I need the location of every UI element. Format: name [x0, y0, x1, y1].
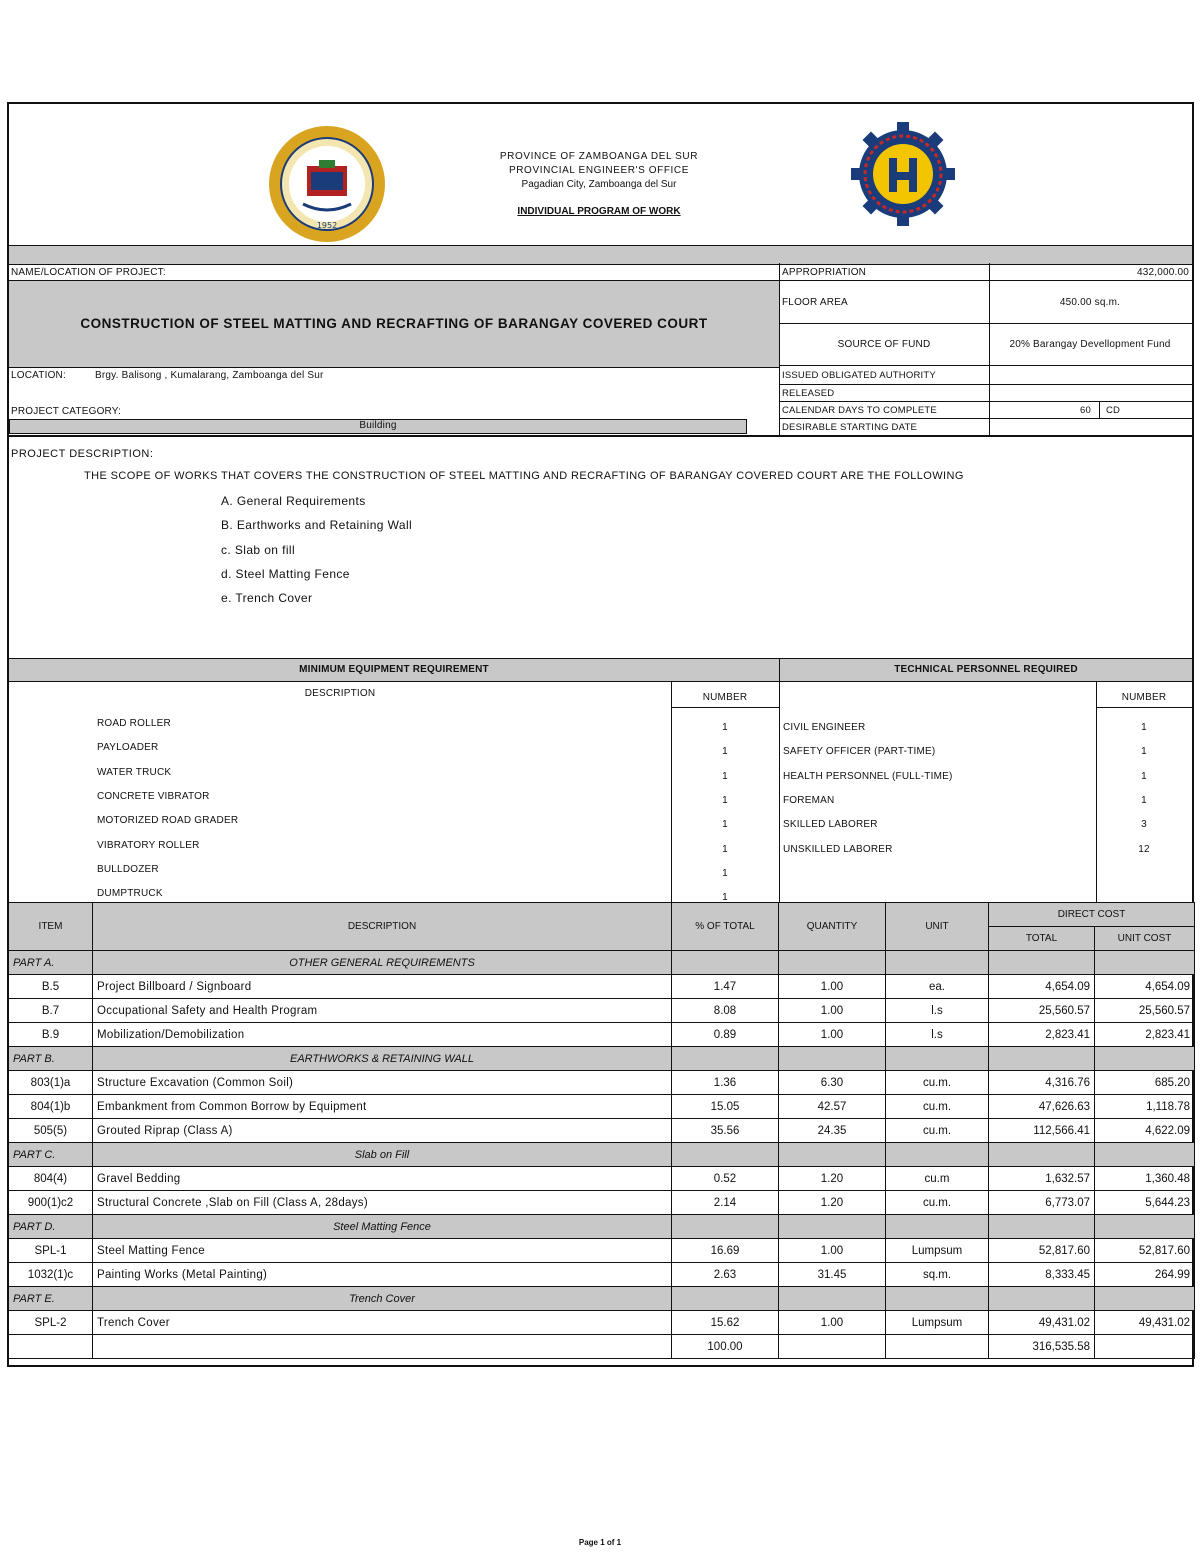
project-name-band: [9, 280, 779, 367]
col-quantity-header: QUANTITY: [779, 903, 886, 951]
col-direct-cost-header: DIRECT COST: [989, 903, 1195, 927]
cell-unit: sq.m.: [886, 1263, 989, 1287]
cell-total: [989, 1047, 1095, 1071]
cell-qty: 1.00: [779, 975, 886, 999]
cell-percent: 15.62: [672, 1311, 779, 1335]
personnel-item-name: CIVIL ENGINEER: [783, 722, 866, 733]
equipment-item-number: 1: [722, 867, 728, 879]
personnel-item-name: HEALTH PERSONNEL (FULL-TIME): [783, 770, 953, 782]
program-of-work-sheet: [7, 102, 1194, 1367]
cell-unit-cost: 685.20: [1095, 1071, 1195, 1095]
seal-year: 1952: [316, 221, 338, 230]
appropriation-label: APPROPRIATION: [782, 267, 867, 278]
personnel-item-name: SKILLED LABORER: [783, 819, 878, 831]
cell-unit-cost: 52,817.60: [1095, 1239, 1195, 1263]
col-unit-header: UNIT: [886, 903, 989, 951]
cell-unit-cost: 1,360.48: [1095, 1167, 1195, 1191]
cell-unit: Lumpsum: [886, 1239, 989, 1263]
cell-unit: Lumpsum: [886, 1311, 989, 1335]
cell-percent: 16.69: [672, 1239, 779, 1263]
name-location-label: NAME/LOCATION OF PROJECT:: [11, 267, 166, 278]
cell-description: OTHER GENERAL REQUIREMENTS: [93, 951, 672, 975]
cell-percent: [672, 951, 779, 975]
equipment-item-number: 1: [722, 892, 728, 904]
personnel-item-number: 3: [1141, 819, 1147, 831]
calendar-days-value: 60: [1080, 405, 1091, 416]
cell-percent: 8.08: [672, 999, 779, 1023]
part-header-row: [9, 1047, 1195, 1071]
cell-unit-cost: 1,118.78: [1095, 1095, 1195, 1119]
personnel-item-name: UNSKILLED LABORER: [783, 843, 893, 855]
col-percent-header: % OF TOTAL: [672, 903, 779, 951]
table-row: [9, 1023, 1195, 1047]
cell-qty: 1.00: [779, 1311, 886, 1335]
cell-unit: cu.m.: [886, 1191, 989, 1215]
engineering-seal: [851, 122, 955, 226]
cell-description: EARTHWORKS & RETAINING WALL: [93, 1047, 672, 1071]
cell-description: Mobilization/Demobilization: [93, 1023, 672, 1047]
cell-description: Structure Excavation (Common Soil): [93, 1071, 672, 1095]
cell-unit: [886, 1215, 989, 1239]
cell-unit: [886, 1143, 989, 1167]
cell-description: Steel Matting Fence: [93, 1239, 672, 1263]
cell-description: Trench Cover: [93, 1311, 672, 1335]
cell-description: Embankment from Common Borrow by Equipment: [93, 1095, 672, 1119]
cell-unit-cost: 2,823.41: [1095, 1023, 1195, 1047]
cell-percent: 1.47: [672, 975, 779, 999]
table-row: [9, 975, 1195, 999]
floor-area-label: FLOOR AREA: [782, 297, 848, 308]
cell-description: Structural Concrete ,Slab on Fill (Class A, 28days): [93, 1191, 672, 1215]
cell-percent: [672, 1287, 779, 1311]
cell-total: 25,560.57: [989, 999, 1095, 1023]
cell-unit: [886, 1287, 989, 1311]
cell-percent: 1.36: [672, 1071, 779, 1095]
cell-unit-cost: 4,654.09: [1095, 975, 1195, 999]
cell-unit: cu.m.: [886, 1095, 989, 1119]
cell-item: PART E.: [9, 1287, 93, 1311]
col-item-header: ITEM: [9, 903, 93, 951]
cell-total: 47,626.63: [989, 1095, 1095, 1119]
starting-date-label: DESIRABLE STARTING DATE: [782, 422, 917, 433]
cell-description: Slab on Fill: [93, 1143, 672, 1167]
cell-total: 4,316.76: [989, 1071, 1095, 1095]
cell-total: 49,431.02: [989, 1311, 1095, 1335]
cell-item: 803(1)a: [9, 1071, 93, 1095]
scope-item: d. Steel Matting Fence: [221, 567, 350, 581]
personnel-item-number: 1: [1141, 746, 1147, 758]
cell-unit: cu.m.: [886, 1071, 989, 1095]
cell-qty: 42.57: [779, 1095, 886, 1119]
cell-item: 900(1)c2: [9, 1191, 93, 1215]
letterhead: [429, 116, 769, 217]
cell-item: B.9: [9, 1023, 93, 1047]
category-value: Building: [359, 420, 397, 431]
equipment-item-number: 1: [722, 843, 728, 855]
equipment-title-cell: [9, 659, 779, 681]
cell-total: [989, 951, 1095, 975]
document-title: INDIVIDUAL PROGRAM OF WORK: [517, 206, 681, 217]
cell-total: [989, 1143, 1095, 1167]
cell-total: 112,566.41: [989, 1119, 1095, 1143]
cell-description: Grouted Riprap (Class A): [93, 1119, 672, 1143]
equipment-item-number: 1: [722, 722, 728, 733]
cell-percent: 100.00: [672, 1335, 779, 1359]
scope-item: e. Trench Cover: [221, 591, 313, 605]
equipment-item-name: MOTORIZED ROAD GRADER: [97, 815, 239, 827]
table-row: [9, 1311, 1195, 1335]
description-label: PROJECT DESCRIPTION:: [11, 448, 154, 460]
cell-total: 1,632.57: [989, 1167, 1095, 1191]
equipment-item-number: 1: [722, 794, 728, 806]
cell-percent: [672, 1047, 779, 1071]
personnel-item-number: 1: [1141, 794, 1147, 806]
cell-unit: [886, 1047, 989, 1071]
cell-item: 804(1)b: [9, 1095, 93, 1119]
cell-qty: 24.35: [779, 1119, 886, 1143]
personnel-item-number: 1: [1141, 722, 1147, 733]
source-of-fund-label: SOURCE OF FUND: [837, 339, 931, 350]
cell-qty: 1.20: [779, 1167, 886, 1191]
category-label: PROJECT CATEGORY:: [11, 406, 122, 417]
cell-percent: 2.63: [672, 1263, 779, 1287]
table-row: [9, 1071, 1195, 1095]
cell-item: PART A.: [9, 951, 93, 975]
table-row: [9, 1191, 1195, 1215]
cell-total: 52,817.60: [989, 1239, 1095, 1263]
personnel-item-name: SAFETY OFFICER (PART-TIME): [783, 746, 936, 758]
cell-description: Trench Cover: [93, 1287, 672, 1311]
equipment-item-number: 1: [722, 746, 728, 758]
cost-table-body: [9, 951, 1195, 1359]
cell-unit: ea.: [886, 975, 989, 999]
scope-text: THE SCOPE OF WORKS THAT COVERS THE CONSTRUCTION OF STEEL MATTING AND RECRAFTING OF BARANGAY COVERED COURT ARE THE FOLLOWING: [84, 470, 964, 482]
equipment-desc-header: DESCRIPTION: [304, 688, 376, 699]
location-label: LOCATION:: [11, 370, 66, 381]
cell-item: 505(5): [9, 1119, 93, 1143]
cell-unit-cost: 5,644.23: [1095, 1191, 1195, 1215]
personnel-title: TECHNICAL PERSONNEL REQUIRED: [894, 664, 1078, 675]
cell-description: Steel Matting Fence: [93, 1215, 672, 1239]
cell-unit-cost: 25,560.57: [1095, 999, 1195, 1023]
floor-area-value: 450.00 sq.m.: [1059, 297, 1121, 308]
cell-item: 804(4): [9, 1167, 93, 1191]
cell-unit-cost: [1095, 1287, 1195, 1311]
cell-unit: l.s: [886, 1023, 989, 1047]
personnel-item-number: 1: [1141, 770, 1147, 782]
cell-description: [93, 1335, 672, 1359]
cost-table: [8, 902, 1195, 1359]
cell-qty: 1.20: [779, 1191, 886, 1215]
cell-unit: [886, 1335, 989, 1359]
table-row: [9, 1095, 1195, 1119]
cell-item: PART D.: [9, 1215, 93, 1239]
scope-item: B. Earthworks and Retaining Wall: [221, 518, 413, 532]
cell-description: Painting Works (Metal Painting): [93, 1263, 672, 1287]
header-separator-band: [9, 245, 1192, 265]
cell-unit: cu.m: [886, 1167, 989, 1191]
equipment-item-number: 1: [722, 819, 728, 831]
personnel-title-cell: [780, 659, 1192, 681]
part-header-row: [9, 1287, 1195, 1311]
table-row: [9, 1167, 1195, 1191]
cell-qty: [779, 1287, 886, 1311]
equipment-item-name: WATER TRUCK: [97, 766, 172, 778]
cell-total: [989, 1287, 1095, 1311]
cell-item: [9, 1335, 93, 1359]
issued-authority-label: ISSUED OBLIGATED AUTHORITY: [782, 370, 936, 381]
cell-total: 4,654.09: [989, 975, 1095, 999]
scope-item: A. General Requirements: [221, 494, 366, 508]
equipment-item-name: VIBRATORY ROLLER: [97, 839, 200, 851]
equipment-item-name: PAYLOADER: [97, 742, 159, 754]
col-description-header: DESCRIPTION: [93, 903, 672, 951]
cell-item: B.5: [9, 975, 93, 999]
cell-percent: [672, 1143, 779, 1167]
cell-qty: [779, 1143, 886, 1167]
released-label: RELEASED: [782, 388, 835, 399]
cell-unit-cost: 264.99: [1095, 1263, 1195, 1287]
calendar-days-unit: CD: [1106, 405, 1121, 416]
cell-unit: l.s: [886, 999, 989, 1023]
cell-unit: cu.m.: [886, 1119, 989, 1143]
source-of-fund-value: 20% Barangay Devellopment Fund: [1009, 339, 1171, 350]
cell-qty: [779, 1047, 886, 1071]
equipment-num-header: NUMBER: [702, 692, 748, 703]
equipment-item-name: ROAD ROLLER: [97, 718, 171, 729]
table-row: [9, 1263, 1195, 1287]
cell-item: B.7: [9, 999, 93, 1023]
cell-qty: [779, 951, 886, 975]
cell-unit-cost: 4,622.09: [1095, 1119, 1195, 1143]
cell-unit: [886, 951, 989, 975]
cell-unit-cost: [1095, 1143, 1195, 1167]
cell-item: 1032(1)c: [9, 1263, 93, 1287]
cell-percent: 0.89: [672, 1023, 779, 1047]
cell-qty: 1.00: [779, 999, 886, 1023]
scope-item: c. Slab on fill: [221, 543, 296, 557]
engineering-office-gear-icon: [851, 122, 955, 226]
cell-percent: 15.05: [672, 1095, 779, 1119]
cell-unit-cost: 49,431.02: [1095, 1311, 1195, 1335]
cell-qty: 6.30: [779, 1071, 886, 1095]
cell-item: PART C.: [9, 1143, 93, 1167]
cell-qty: [779, 1215, 886, 1239]
part-header-row: [9, 951, 1195, 975]
cell-description: Occupational Safety and Health Program: [93, 999, 672, 1023]
cell-percent: [672, 1215, 779, 1239]
appropriation-value: 432,000.00: [1136, 267, 1189, 278]
cell-total: 316,535.58: [989, 1335, 1095, 1359]
total-row: [9, 1335, 1195, 1359]
cell-percent: 2.14: [672, 1191, 779, 1215]
cell-total: 8,333.45: [989, 1263, 1095, 1287]
part-header-row: [9, 1215, 1195, 1239]
cell-qty: 1.00: [779, 1023, 886, 1047]
table-row: [9, 1119, 1195, 1143]
col-total-header: TOTAL: [989, 927, 1095, 951]
cell-unit-cost: [1095, 951, 1195, 975]
cell-unit-cost: [1095, 1047, 1195, 1071]
office-city: Pagadian City, Zamboanga del Sur: [521, 179, 677, 190]
location-value: Brgy. Balisong , Kumalarang, Zamboanga del Sur: [95, 370, 324, 381]
part-header-row: [9, 1143, 1195, 1167]
equipment-title: MINIMUM EQUIPMENT REQUIREMENT: [299, 664, 489, 675]
cell-total: 2,823.41: [989, 1023, 1095, 1047]
category-value-cell: [9, 419, 747, 434]
equipment-item-name: CONCRETE VIBRATOR: [97, 790, 210, 802]
cell-qty: 1.00: [779, 1239, 886, 1263]
cell-percent: 35.56: [672, 1119, 779, 1143]
province-seal: [267, 124, 387, 244]
province-name: PROVINCE OF ZAMBOANGA DEL SUR: [499, 151, 699, 162]
personnel-item-number: 12: [1138, 843, 1150, 855]
cell-description: Gravel Bedding: [93, 1167, 672, 1191]
cell-unit-cost: [1095, 1335, 1195, 1359]
table-row: [9, 1239, 1195, 1263]
cell-qty: [779, 1335, 886, 1359]
equipment-item-number: 1: [722, 770, 728, 782]
table-row: [9, 999, 1195, 1023]
page-footer: Page 1 of 1: [578, 1538, 622, 1547]
calendar-days-label: CALENDAR DAYS TO COMPLETE: [782, 405, 937, 416]
equipment-item-name: DUMPTRUCK: [97, 888, 163, 900]
cell-total: 6,773.07: [989, 1191, 1095, 1215]
cell-total: [989, 1215, 1095, 1239]
office-name: PROVINCIAL ENGINEER'S OFFICE: [508, 165, 690, 176]
cell-unit-cost: [1095, 1215, 1195, 1239]
personnel-num-header: NUMBER: [1121, 692, 1167, 703]
cell-item: PART B.: [9, 1047, 93, 1071]
cell-description: Project Billboard / Signboard: [93, 975, 672, 999]
project-name: CONSTRUCTION OF STEEL MATTING AND RECRAFTING OF BARANGAY COVERED COURT: [80, 316, 708, 331]
personnel-item-name: FOREMAN: [783, 794, 835, 806]
cell-qty: 31.45: [779, 1263, 886, 1287]
province-seal-icon: [267, 124, 387, 244]
cell-percent: 0.52: [672, 1167, 779, 1191]
cell-item: SPL-2: [9, 1311, 93, 1335]
cell-item: SPL-1: [9, 1239, 93, 1263]
col-unit-cost-header: UNIT COST: [1095, 927, 1195, 951]
equipment-item-name: BULLDOZER: [97, 863, 159, 875]
